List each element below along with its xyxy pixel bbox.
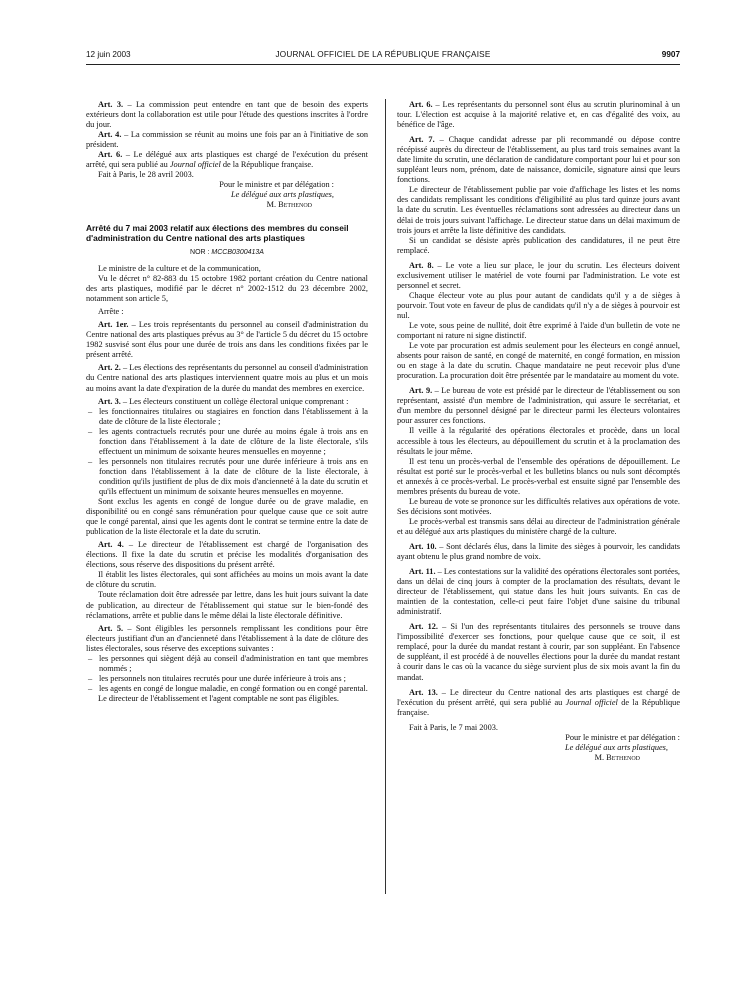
article-paragraph: Art. 11. – Les contestations sur la validité des opérations électorales sont portées, dans un délai de cinq jours à compter de la proclamation des résultats, devant le directeur de l'établissement, qui statue dans les huit jours suivants. En cas de maintien de la contestation, celle-ci peut faire l'objet d'une saisine du tribunal administratif. (397, 567, 681, 617)
list-item: – les personnes qui siègent déjà au conseil d'administration en tant que membres nommés ; (99, 654, 368, 674)
header-journal-title: JOURNAL OFFICIEL DE LA RÉPUBLIQUE FRANÇAISE (275, 50, 491, 59)
paragraph: Le directeur de l'établissement et l'agent comptable ne sont pas éligibles. (98, 693, 339, 703)
signature-delegation: Pour le ministre et par délégation : (565, 732, 680, 742)
article-paragraph: Art. 6. – Le délégué aux arts plastiques est chargé de l'exécution du présent arrêté, qui sera publié au Journal officiel de la République française. (86, 150, 368, 170)
article-paragraph: Art. 4. – Le directeur de l'établissement est chargé de l'organisation des élections. Il fixe la date du scrutin et précise les modalités d'organisation des élections, sous réserve des dispositions du présent arrêté. (86, 540, 368, 570)
paragraph: Toute réclamation doit être adressée par lettre, dans les huit jours suivant la date de publication, au directeur de l'établissement qui statue sur le bien-fondé des réclamations, arrête et publie dans le même délai la liste électorale définitive. (86, 590, 368, 620)
paragraph: Le directeur de l'établissement publie par voie d'affichage les listes et les noms des candidats remplissant les conditions d'éligibilité au plus tard quinze jours avant la date du scrutin. Les éventuelles réclamations sont adressées au directeur dans un délai de trois jours suivant l'affichage. Le directeur statue dans un délai maximum de trois jours et arrête la liste définitive des candidats. (397, 185, 680, 235)
signature-role: Le délégué aux arts plastiques, (230, 190, 334, 200)
list-item: – les agents en congé de longue maladie, en congé formation ou en congé parental. (99, 684, 368, 694)
header-date: 12 juin 2003 (86, 50, 131, 59)
paragraph: Si un candidat se désiste après publication des candidatures, il ne peut être remplacé. (397, 235, 680, 255)
article-paragraph: Art. 10. – Sont déclarés élus, dans la limite des sièges à pourvoir, les candidats ayant obtenu le plus grand nombre de voix. (397, 541, 680, 562)
right-column (397, 100, 680, 763)
signature-name: M. Bethenod (266, 200, 312, 210)
article-label: Art. 4. (98, 130, 122, 140)
arrete-line: Arrête : (98, 307, 124, 317)
paragraph: Le procès-verbal est transmis sans délai au directeur de l'administration générale et au délégué aux arts plastiques du ministère chargé de la culture. (397, 516, 680, 536)
vu-clause: Vu le décret n° 82-883 du 15 octobre 1982 portant création du Centre national des arts plastiques, modifié par le décret n° 2002-1512 du 23 décembre 2002, notamment son article 5, (86, 274, 368, 304)
paragraph: Sont exclus les agents en congé de longue durée ou de grave maladie, en disponibilité ou en congé sans rémunération pour quelque cause que ce soit autre que le congé parental, ainsi que les agents dont le contrat se termine entre la date de publication de la liste électorale et la date du scrutin. (86, 497, 368, 537)
left-column (86, 100, 368, 704)
paragraph: Il est tenu un procès-verbal de l'ensemble des opérations de dépouillement. Le résultat est porté sur le procès-verbal et les bulletins blancs ou nuls sont décomptés et annexés à ce procès-verbal. Le procès-verbal est ensuite signé par l'ensemble des membres présents du bureau de vote. (397, 456, 680, 496)
header-rule (86, 64, 680, 65)
article-paragraph: Art. 5. – Sont éligibles les personnels remplissant les conditions pour être électeurs justifiant d'un an d'ancienneté dans l'établissement à la date de clôture des listes électorales, sous réserve des exceptions suivantes : (86, 623, 368, 653)
nor-reference: NOR : MCCB0300413A (190, 248, 264, 256)
paragraph: Le vote par procuration est admis seulement pour les électeurs en congé annuel, absents pour raison de santé, en congé de maternité, en congé formation, en mission ou en stage à la date du scrutin. Chaque mandataire ne peut recevoir plus d'une procuration. La procuration doit être présentée par le mandataire au moment du vote. (397, 341, 680, 381)
minister-line: Le ministre de la culture et de la communication, (98, 264, 261, 274)
signing-place-date: Fait à Paris, le 7 mai 2003. (409, 722, 498, 732)
list-item: – les agents contractuels recrutés pour une durée au moins égale à trois ans en fonction dans l'établissement à la date de clôture de la liste électorale, s'ils effectuent un minimum de soixante heures mensuelles en moyenne ; (99, 427, 368, 457)
paragraph: Le vote, sous peine de nullité, doit être exprimé à l'aide d'un bulletin de vote ne comportant ni rature ni signe distinctif. (397, 320, 680, 341)
elector-list (86, 407, 368, 497)
paragraph: Le bureau de vote se prononce sur les difficultés relatives aux opérations de vote. Ses décisions sont motivées. (397, 496, 680, 516)
article-paragraph: Art. 1er. – Les trois représentants du personnel au conseil d'administration du Centre national des arts plastiques prévus au 3° de l'article 5 du décret du 15 octobre 1982 susvisé sont élus pour une durée de trois ans dans les conditions fixées par le présent arrêté. (86, 320, 368, 360)
article-paragraph: Art. 3. – La commission peut entendre en tant que de besoin des experts extérieurs dont la collaboration est utile pour l'étude des questions inscrites à l'ordre du jour. (86, 100, 368, 130)
paragraph: Il veille à la régularité des opérations électorales et procède, dans un local accessible à tous les électeurs, au dépouillement du scrutin et à la proclamation des résultats le jour même. (397, 426, 680, 456)
article-label: Art. 6. (98, 150, 123, 160)
article-paragraph: Art. 12. – Si l'un des représentants titulaires des personnels se trouve dans l'impossibilité d'exercer ses fonctions, pour quelque cause que ce soit, il est remplacé, pour la durée du mandat restant à courir, par son suppléant. En l'absence de suppléant, il est procédé à de nouvelles élections pour la durée du mandat restant à courir dans le cas où la vacance du siège survient plus de six mois avant la fin du mandat. (397, 622, 680, 682)
signature-name: M. Bethenod (594, 752, 640, 762)
article-label: Art. 3. (98, 100, 124, 109)
article-paragraph: Art. 9. – Le bureau de vote est présidé par le directeur de l'établissement ou son représentant, assisté d'un membre de l'administration, qui assure le secrétariat, et d'un membre du personnel désigné par le directeur parmi les électeurs volontaires pour assurer ces fonctions. (397, 386, 681, 426)
article-paragraph: Art. 7. – Chaque candidat adresse par pli recommandé ou dépose contre récépissé auprès du directeur de l'établissement, au plus tard trois semaines avant la date limite du scrutin, une déclaration de candidature comportant pour lui et pour son suppléant leurs nom, prénom, date de naissance, domicile, signature ainsi que leurs fonctions. (397, 135, 680, 185)
column-divider (385, 99, 386, 894)
article-paragraph: Art. 4. – La commission se réunit au moins une fois par an à l'initiative de son président. (86, 130, 368, 150)
signature-role: Le délégué aux arts plastiques, (564, 742, 668, 752)
paragraph: Chaque électeur vote au plus pour autant de candidats qu'il y a de sièges à pourvoir. Tout vote en faveur de plus de candidats qu'il n'y a de sièges à pourvoir est nul. (397, 290, 680, 320)
decree-title: Arrêté du 7 mai 2003 relatif aux élections des membres du conseil d'administration du Centre national des arts plastiques (86, 223, 349, 244)
header-page-number: 9907 (661, 50, 680, 59)
paragraph: Il établit les listes électorales, qui sont affichées au moins un mois avant la date de clôture du scrutin. (86, 570, 368, 590)
article-paragraph: Art. 8. – Le vote a lieu sur place, le jour du scrutin. Les électeurs doivent exclusivement utiliser le matériel de vote fourni par l'administration. Le vote est personnel et secret. (397, 260, 680, 290)
exception-list (86, 654, 368, 694)
list-item: – les personnels non titulaires recrutés pour une durée inférieure à trois ans en fonction dans l'établissement à la date de clôture de la liste électorale, à condition qu'ils justifient de plus de dix mois d'ancienneté à la date du scrutin et qu'ils effectuent un minimum de soixante heures mensuelles en moyenne. (99, 457, 368, 497)
list-item: – les personnels non titulaires recrutés pour une durée inférieure à trois ans ; (99, 674, 368, 684)
signature-delegation: Pour le ministre et par délégation : (219, 180, 334, 190)
article-paragraph: Art. 3. – Les électeurs constituent un collège électoral unique comprenant : (98, 396, 349, 406)
signing-place-date: Fait à Paris, le 28 avril 2003. (98, 170, 194, 180)
article-paragraph: Art. 13. – Le directeur du Centre national des arts plastiques est chargé de l'exécution du présent arrêté, qui sera publié au Journal officiel de la République française. (397, 687, 680, 717)
article-paragraph: Art. 6. – Les représentants du personnel sont élus au scrutin plurinominal à un tour. L'élection est acquise à la majorité relative et, en cas d'égalité des voix, au bénéfice de l'âge. (397, 100, 680, 130)
page-header (86, 50, 680, 64)
list-item: – les fonctionnaires titulaires ou stagiaires en fonction dans l'établissement à la date de clôture de la liste électorale ; (99, 407, 368, 427)
article-paragraph: Art. 2. – Les élections des représentants du personnel au conseil d'administration du Centre national des arts plastiques interviennent quatre mois au plus et un mois au moins avant la date d'expiration de la durée du mandat des membres en exercice. (86, 363, 368, 393)
